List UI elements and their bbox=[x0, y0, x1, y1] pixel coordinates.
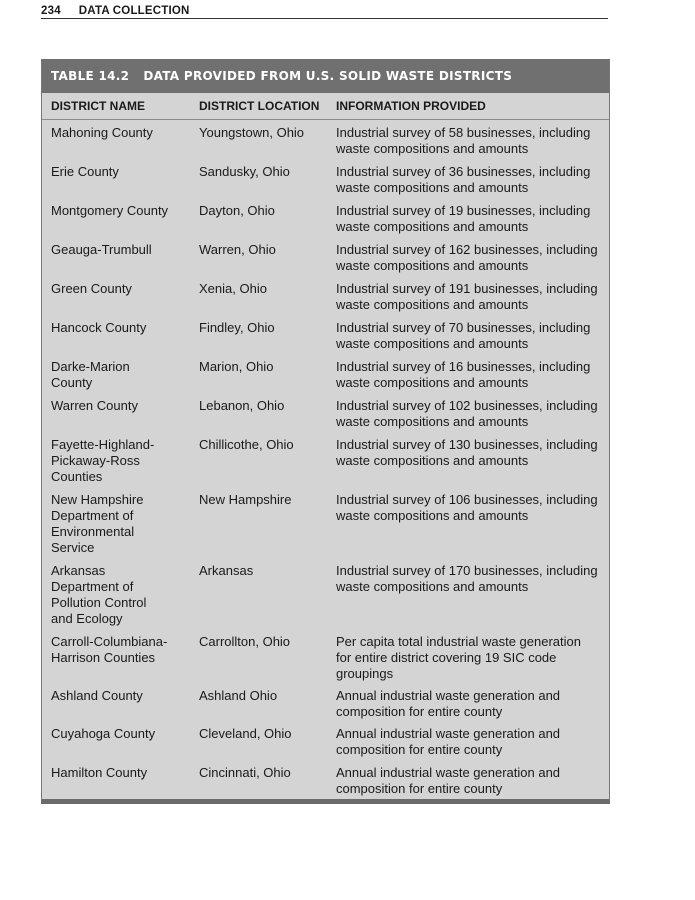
information-provided-cell bbox=[336, 688, 609, 720]
district-name-line: Geauga-Trumbull bbox=[51, 242, 152, 257]
district-location-cell: Arkansas bbox=[199, 563, 254, 578]
information-line: waste compositions and amounts bbox=[336, 375, 529, 390]
table-row bbox=[42, 765, 609, 797]
information-line: waste compositions and amounts bbox=[336, 336, 529, 351]
information-line: waste compositions and amounts bbox=[336, 141, 529, 156]
information-line: Industrial survey of 170 businesses, including bbox=[336, 563, 598, 578]
district-name-cell bbox=[42, 320, 199, 352]
information-line: waste compositions and amounts bbox=[336, 219, 529, 234]
district-name-line: Environmental bbox=[51, 524, 135, 539]
information-line: Industrial survey of 130 businesses, including bbox=[336, 437, 598, 452]
district-location-cell: Youngstown, Ohio bbox=[199, 125, 305, 140]
column-header-district-name: DISTRICT NAME bbox=[51, 99, 145, 113]
information-line: Annual industrial waste generation and bbox=[336, 688, 561, 703]
district-name-line: Service bbox=[51, 540, 95, 555]
information-provided-cell bbox=[336, 437, 609, 485]
information-line: waste compositions and amounts bbox=[336, 414, 529, 429]
district-name-line: Warren County bbox=[51, 398, 138, 413]
district-name-line: Counties bbox=[51, 469, 103, 484]
information-provided-cell bbox=[336, 242, 609, 274]
district-name-line: Montgomery County bbox=[51, 203, 169, 218]
table-title: DATA PROVIDED FROM U.S. SOLID WASTE DISTRICTS bbox=[143, 69, 513, 83]
table-row bbox=[42, 563, 609, 627]
information-line: waste compositions and amounts bbox=[336, 258, 529, 273]
district-name-line: Carroll-Columbiana- bbox=[51, 634, 168, 649]
district-name-cell bbox=[42, 203, 199, 235]
information-line: composition for entire county bbox=[336, 781, 503, 796]
running-head bbox=[41, 5, 608, 19]
district-name-cell bbox=[42, 125, 199, 157]
data-table bbox=[41, 59, 610, 804]
district-location-cell: Xenia, Ohio bbox=[199, 281, 267, 296]
information-line: Industrial survey of 58 businesses, including bbox=[336, 125, 591, 140]
information-line: Industrial survey of 36 businesses, including bbox=[336, 164, 591, 179]
district-location-cell: Lebanon, Ohio bbox=[199, 398, 285, 413]
table-caption bbox=[42, 59, 609, 93]
district-name-cell bbox=[42, 437, 199, 485]
district-location-cell: Carrollton, Ohio bbox=[199, 634, 291, 649]
district-name-line: Harrison Counties bbox=[51, 650, 156, 665]
information-line: Industrial survey of 106 businesses, including bbox=[336, 492, 598, 507]
table-row bbox=[42, 164, 609, 196]
district-name-cell bbox=[42, 164, 199, 196]
information-line: composition for entire county bbox=[336, 742, 503, 757]
column-header-district-location: DISTRICT LOCATION bbox=[199, 99, 320, 113]
information-line: composition for entire county bbox=[336, 704, 503, 719]
district-location-cell: Chillicothe, Ohio bbox=[199, 437, 294, 452]
district-name-line: Ashland County bbox=[51, 688, 143, 703]
information-provided-cell bbox=[336, 203, 609, 235]
district-location-cell: Dayton, Ohio bbox=[199, 203, 275, 218]
table-row bbox=[42, 634, 609, 682]
table-header-row bbox=[42, 93, 609, 120]
information-provided-cell bbox=[336, 398, 609, 430]
information-line: Industrial survey of 19 businesses, including bbox=[336, 203, 591, 218]
district-name-line: Department of bbox=[51, 579, 134, 594]
table-row bbox=[42, 359, 609, 391]
district-name-line: Green County bbox=[51, 281, 132, 296]
district-location-cell: Sandusky, Ohio bbox=[199, 164, 290, 179]
district-location-cell: Cincinnati, Ohio bbox=[199, 765, 291, 780]
table-number: TABLE 14.2 bbox=[51, 69, 130, 83]
district-name-cell bbox=[42, 242, 199, 274]
district-name-cell bbox=[42, 688, 199, 720]
information-provided-cell bbox=[336, 359, 609, 391]
district-name-line: Arkansas bbox=[51, 563, 106, 578]
district-location-cell: Cleveland, Ohio bbox=[199, 726, 292, 741]
information-provided-cell bbox=[336, 634, 609, 682]
district-name-line: Erie County bbox=[51, 164, 119, 179]
table-row bbox=[42, 125, 609, 157]
information-line: waste compositions and amounts bbox=[336, 508, 529, 523]
table-row bbox=[42, 242, 609, 274]
information-provided-cell bbox=[336, 125, 609, 157]
table-row bbox=[42, 398, 609, 430]
information-provided-cell bbox=[336, 281, 609, 313]
table-row bbox=[42, 688, 609, 720]
district-name-line: Pickaway-Ross bbox=[51, 453, 140, 468]
information-line: for entire district covering 19 SIC code bbox=[336, 650, 557, 665]
district-name-line: Mahoning County bbox=[51, 125, 153, 140]
district-name-cell bbox=[42, 281, 199, 313]
table-row bbox=[42, 437, 609, 485]
information-line: Industrial survey of 70 businesses, including bbox=[336, 320, 591, 335]
district-name-cell bbox=[42, 492, 199, 556]
information-line: Industrial survey of 16 businesses, including bbox=[336, 359, 591, 374]
table-row bbox=[42, 320, 609, 352]
information-line: Annual industrial waste generation and bbox=[336, 726, 561, 741]
district-name-line: Darke-Marion bbox=[51, 359, 130, 374]
district-name-line: Department of bbox=[51, 508, 134, 523]
district-name-cell bbox=[42, 634, 199, 682]
information-line: Industrial survey of 162 businesses, including bbox=[336, 242, 598, 257]
district-name-line: Hancock County bbox=[51, 320, 147, 335]
district-name-line: Fayette-Highland- bbox=[51, 437, 155, 452]
column-header-information-provided: INFORMATION PROVIDED bbox=[336, 99, 486, 113]
district-location-cell: Findley, Ohio bbox=[199, 320, 275, 335]
district-name-cell bbox=[42, 726, 199, 758]
table-row bbox=[42, 281, 609, 313]
district-name-line: Pollution Control bbox=[51, 595, 147, 610]
table-row bbox=[42, 726, 609, 758]
information-line: waste compositions and amounts bbox=[336, 453, 529, 468]
district-location-cell: Warren, Ohio bbox=[199, 242, 276, 257]
section-title: DATA COLLECTION bbox=[78, 5, 190, 17]
information-provided-cell bbox=[336, 563, 609, 627]
district-name-line: Hamilton County bbox=[51, 765, 148, 780]
information-provided-cell bbox=[336, 765, 609, 797]
information-provided-cell bbox=[336, 320, 609, 352]
district-location-cell: New Hampshire bbox=[199, 492, 292, 507]
district-name-cell bbox=[42, 765, 199, 797]
district-location-cell: Marion, Ohio bbox=[199, 359, 274, 374]
district-name-cell bbox=[42, 563, 199, 627]
information-provided-cell bbox=[336, 492, 609, 556]
information-line: Annual industrial waste generation and bbox=[336, 765, 561, 780]
district-name-line: and Ecology bbox=[51, 611, 123, 626]
district-name-cell bbox=[42, 398, 199, 430]
table-row bbox=[42, 203, 609, 235]
information-line: Industrial survey of 191 businesses, including bbox=[336, 281, 598, 296]
information-line: waste compositions and amounts bbox=[336, 180, 529, 195]
district-name-line: County bbox=[51, 375, 93, 390]
table-body bbox=[42, 120, 609, 799]
information-line: Industrial survey of 102 businesses, including bbox=[336, 398, 598, 413]
table-row bbox=[42, 492, 609, 556]
information-provided-cell bbox=[336, 726, 609, 758]
page-number: 234 bbox=[41, 5, 61, 17]
information-line: groupings bbox=[336, 666, 394, 681]
district-name-line: New Hampshire bbox=[51, 492, 144, 507]
information-provided-cell bbox=[336, 164, 609, 196]
information-line: waste compositions and amounts bbox=[336, 297, 529, 312]
district-name-line: Cuyahoga County bbox=[51, 726, 156, 741]
information-line: Per capita total industrial waste generation bbox=[336, 634, 581, 649]
information-line: waste compositions and amounts bbox=[336, 579, 529, 594]
district-name-cell bbox=[42, 359, 199, 391]
district-location-cell: Ashland Ohio bbox=[199, 688, 278, 703]
